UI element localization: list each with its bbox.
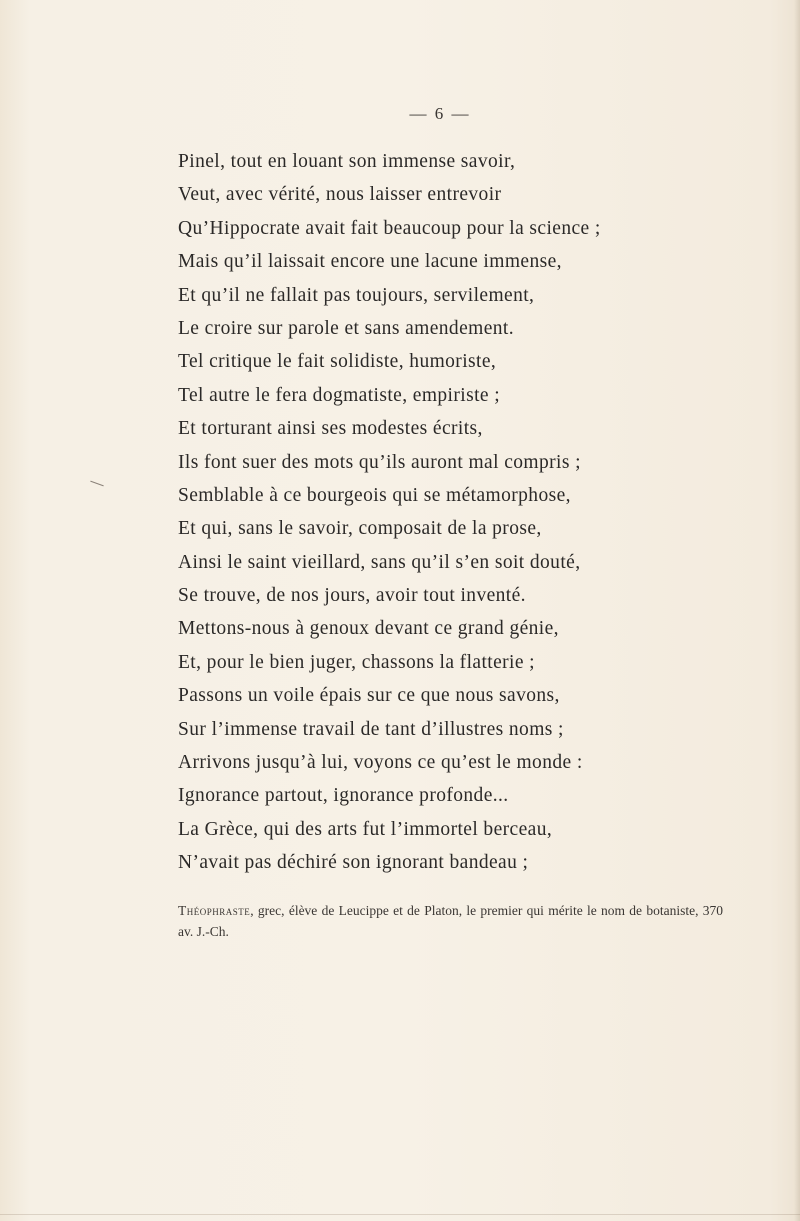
footnote-name: Théophraste xyxy=(178,903,251,918)
verse-line: Le croire sur parole et sans amendement. xyxy=(178,317,514,339)
verse-line: Se trouve, de nos jours, avoir tout inventé. xyxy=(178,585,526,607)
verse-line: Tel critique le fait solidiste, humoriste, xyxy=(178,351,497,373)
verse-line: Arrivons jusqu’à lui, voyons ce qu’est le monde : xyxy=(178,752,583,774)
verse-line: Et qu’il ne fallait pas toujours, servilement, xyxy=(178,284,535,306)
verse-line: Mettons-nous à genoux devant ce grand génie, xyxy=(178,618,559,640)
verse-line: Ignorance partout, ignorance profonde... xyxy=(178,785,509,807)
verse-line: Veut, avec vérité, nous laisser entrevoir xyxy=(178,184,502,206)
footnote-text: , grec, élève de Leucippe et de Platon, le premier qui mérite le nom de botaniste, 370 av. J.-Ch. xyxy=(178,903,723,939)
verse-line: Semblable à ce bourgeois qui se métamorphose, xyxy=(178,484,571,506)
verse-line: Et qui, sans le savoir, composait de la prose, xyxy=(178,518,542,540)
verse-line: Et torturant ainsi ses modestes écrits, xyxy=(178,418,483,440)
verse-line: Mais qu’il laissait encore une lacune immense, xyxy=(178,251,562,273)
verse-block xyxy=(178,145,658,880)
verse-line: N’avait pas déchiré son ignorant bandeau ; xyxy=(178,852,529,874)
page-number: — 6 — xyxy=(409,104,471,123)
page-edge-shadow xyxy=(794,0,800,1221)
verse-line: Qu’Hippocrate avait fait beaucoup pour la science ; xyxy=(178,217,601,239)
verse-line: Ainsi le saint vieillard, sans qu’il s’en soit douté, xyxy=(178,551,581,573)
verse-line: La Grèce, qui des arts fut l’immortel berceau, xyxy=(178,818,553,840)
page-bottom-line xyxy=(0,1214,800,1215)
stray-ink-mark xyxy=(90,481,103,487)
verse-line: Ils font suer des mots qu’ils auront mal compris ; xyxy=(178,451,581,473)
verse-line: Et, pour le bien juger, chassons la flatterie ; xyxy=(178,651,535,673)
footnote xyxy=(178,900,723,942)
verse-line: Pinel, tout en louant son immense savoir, xyxy=(178,151,516,172)
verse-line: Sur l’immense travail de tant d’illustres noms ; xyxy=(178,718,564,740)
verse-line: Tel autre le fera dogmatiste, empiriste ; xyxy=(178,384,501,406)
verse-line: Passons un voile épais sur ce que nous savons, xyxy=(178,685,560,707)
